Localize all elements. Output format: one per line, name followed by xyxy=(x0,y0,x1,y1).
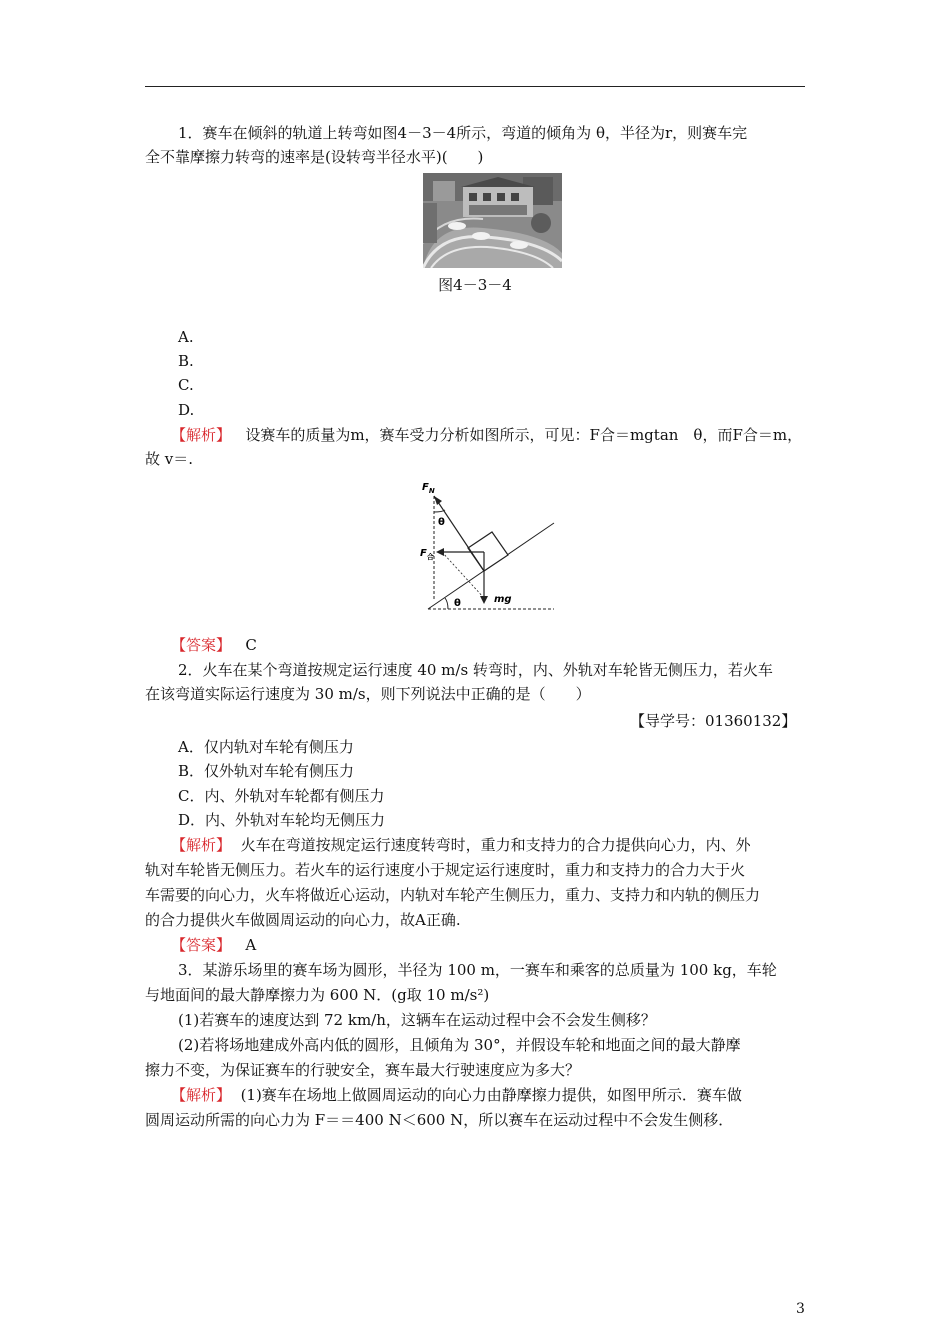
q3-analysis-tag: 【解析】 xyxy=(171,1086,232,1104)
q1-option-d: D. xyxy=(178,401,195,419)
q1-option-c: C. xyxy=(178,376,194,394)
q1-answer xyxy=(171,634,257,656)
q2-line1: 2．火车在某个弯道按规定运行速度 40 m/s 转弯时，内、外轨对车轮皆无侧压力，若火车 xyxy=(178,661,773,679)
q2-option-c: C．内、外轨对车轮都有侧压力 xyxy=(178,787,385,805)
q1-line2: 全不靠摩擦力转弯的速率是(设转弯半径水平)( ) xyxy=(145,148,484,166)
q3-analysis-text: (1)赛车在场地上做圆周运动的向心力由静摩擦力提供，如图甲所示．赛车做 xyxy=(240,1086,742,1104)
mg-label: mg xyxy=(494,594,512,605)
q1-analysis-text: 设赛车的质量为m，赛车受力分析如图所示，可见：F合＝mgtan θ，而F合＝m， xyxy=(245,426,803,444)
fhe-sub: 合 xyxy=(426,553,434,561)
q2-option-a: A．仅内轨对车轮有侧压力 xyxy=(178,738,354,756)
header-rule xyxy=(145,86,805,87)
fn-sub: N xyxy=(428,487,435,495)
q1-line1: 1．赛车在倾斜的轨道上转弯如图4－3－4所示，弯道的倾角为 θ，半径为r，则赛车完 xyxy=(178,124,748,142)
q2-analysis-line2: 轨对车轮皆无侧压力。若火车的运行速度小于规定运行速度时，重力和支持力的合力大于火 xyxy=(145,861,746,879)
fhe-label: F xyxy=(420,548,427,559)
normal-force-arrow xyxy=(434,496,484,571)
q3-analysis-line1 xyxy=(171,1084,742,1106)
q3-sub2-line2: 擦力不变，为保证赛车的行驶安全，赛车最大行驶速度应为多大？ xyxy=(145,1061,581,1079)
race-track-photo xyxy=(423,173,562,268)
q2-option-d: D．内、外轨对车轮均无侧压力 xyxy=(178,811,386,829)
theta-bottom: θ xyxy=(454,598,461,609)
figure-caption: 图4－3－4 xyxy=(438,276,512,294)
q2-ref-number: 【导学号：01360132】 xyxy=(630,712,797,730)
q3-line1: 3．某游乐场里的赛车场为圆形，半径为 100 m，一赛车和乘客的总质量为 100 kg，车轮 xyxy=(178,961,777,979)
q1-answer-tag: 【答案】 xyxy=(171,636,232,654)
q1-analysis-tag: 【解析】 xyxy=(171,426,232,444)
q2-answer-value: A xyxy=(245,936,257,954)
q2-answer-tag: 【答案】 xyxy=(171,936,232,954)
q2-answer xyxy=(171,934,256,956)
q1-option-a: A. xyxy=(178,328,194,346)
q2-analysis-line4: 的合力提供火车做圆周运动的向心力，故A正确. xyxy=(145,911,461,929)
q3-analysis-line2: 圆周运动所需的向心力为 F＝＝400 N＜600 N，所以赛车在运动过程中不会发生侧移． xyxy=(145,1111,734,1129)
q2-analysis-line3: 车需要的向心力，火车将做近心运动，内轨对车轮产生侧压力，重力、支持力和内轨的侧压力 xyxy=(145,886,761,904)
force-diagram xyxy=(418,478,563,616)
theta-top: θ xyxy=(438,517,445,528)
svg-text:FN xyxy=(422,482,435,495)
q2-line2: 在该弯道实际运行速度为 30 m/s，则下列说法中正确的是（ ） xyxy=(145,685,591,703)
q2-option-b: B．仅外轨对车轮有侧压力 xyxy=(178,762,355,780)
q2-analysis-line1 xyxy=(171,834,751,856)
fn-label: F xyxy=(422,482,429,493)
q2-analysis-text: 火车在弯道按规定运行速度转弯时，重力和支持力的合力提供向心力，内、外 xyxy=(240,836,751,854)
q1-analysis-line2: 故 v＝. xyxy=(145,450,194,468)
q3-sub2-line1: (2)若将场地建成外高内低的圆形，且倾角为 30°，并假设车轮和地面之间的最大静摩 xyxy=(178,1036,741,1054)
q2-analysis-tag: 【解析】 xyxy=(171,836,232,854)
svg-text:F合 xyxy=(420,548,434,561)
q1-option-b: B. xyxy=(178,352,194,370)
q1-answer-value: C xyxy=(245,636,257,654)
q3-line2: 与地面间的最大静摩擦力为 600 N．(g取 10 m/s²) xyxy=(145,986,490,1004)
q1-analysis-line1 xyxy=(171,424,802,446)
page-number: 3 xyxy=(796,1301,805,1317)
q3-sub1: (1)若赛车的速度达到 72 km/h，这辆车在运动过程中会不会发生侧移？ xyxy=(178,1011,656,1029)
